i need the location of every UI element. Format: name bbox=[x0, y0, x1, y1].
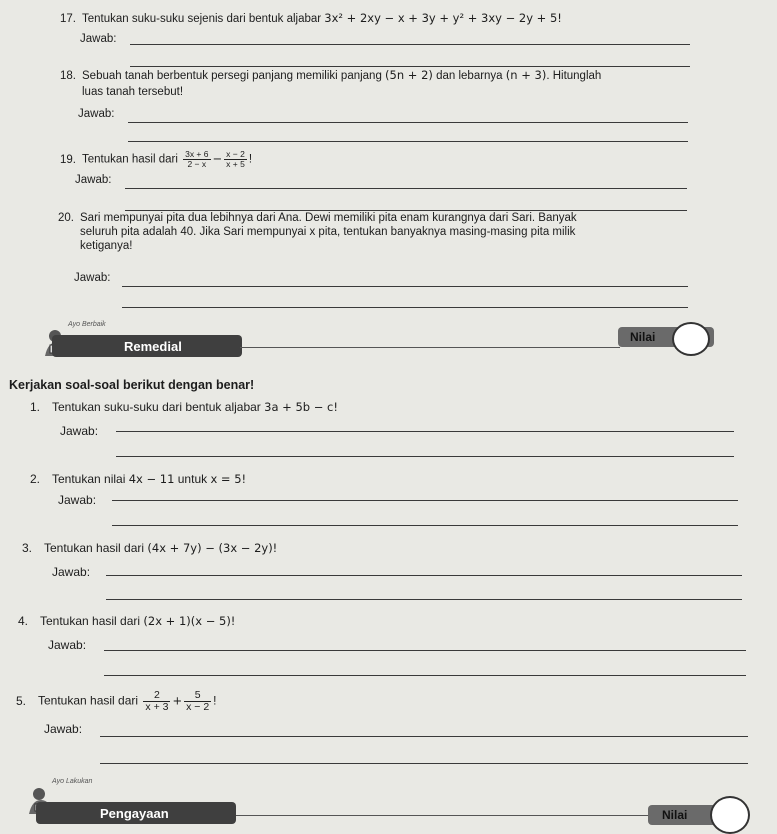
question-number: 3. bbox=[22, 541, 33, 555]
answer-line[interactable] bbox=[112, 500, 738, 501]
section-divider bbox=[240, 347, 620, 348]
fraction bbox=[143, 690, 170, 713]
answer-line[interactable] bbox=[100, 736, 748, 737]
answer-label: Jawab: bbox=[60, 424, 99, 438]
question-20 bbox=[58, 211, 577, 225]
question-expression: (n + 3) bbox=[505, 68, 547, 82]
question-19 bbox=[60, 150, 252, 169]
question-number: 20. bbox=[58, 212, 74, 224]
question-text: Tentukan hasil dari bbox=[40, 614, 144, 628]
question-text: Tentukan hasil dari bbox=[82, 153, 182, 166]
question-number: 1. bbox=[30, 400, 41, 414]
question-expression: 3a + 5b − c! bbox=[264, 400, 338, 414]
question-expression: (5n + 2) bbox=[385, 68, 433, 82]
question-18-line2: luas tanah tersebut! bbox=[82, 86, 184, 98]
banner-tag: Ayo Lakukan bbox=[52, 778, 93, 785]
pengayaan-banner bbox=[36, 802, 236, 824]
answer-line[interactable] bbox=[106, 575, 742, 576]
nilai-label: Nilai bbox=[630, 330, 656, 344]
answer-line[interactable] bbox=[100, 763, 748, 764]
nilai-label: Nilai bbox=[662, 808, 688, 822]
answer-line[interactable] bbox=[122, 307, 688, 308]
question-text: ! bbox=[213, 693, 217, 708]
question-text: untuk bbox=[174, 472, 211, 486]
question-number: 18. bbox=[60, 70, 76, 82]
operator: − bbox=[212, 151, 223, 166]
answer-line[interactable] bbox=[128, 141, 688, 142]
answer-line[interactable] bbox=[116, 431, 734, 432]
score-circle[interactable] bbox=[710, 796, 750, 834]
instruction-heading: Kerjakan soal-soal berikut dengan benar! bbox=[9, 378, 255, 392]
question-text: Sari mempunyai pita dua lebihnya dari Ana. Dewi memiliki pita enam kurangnya dari Sari. Banyak bbox=[80, 212, 577, 224]
answer-line[interactable] bbox=[130, 66, 690, 67]
question-number: 19. bbox=[60, 153, 76, 166]
remedial-question-4 bbox=[18, 614, 235, 628]
answer-label: Jawab: bbox=[80, 33, 117, 45]
question-expression: 4x − 11 bbox=[128, 472, 175, 486]
remedial-question-3 bbox=[22, 541, 277, 555]
question-text: Tentukan hasil dari bbox=[38, 693, 142, 708]
question-text: . Hitunglah bbox=[546, 70, 602, 82]
question-18 bbox=[60, 68, 601, 83]
answer-label: Jawab: bbox=[52, 565, 91, 579]
question-20-line3: ketiganya! bbox=[80, 240, 133, 252]
answer-label: Jawab: bbox=[75, 174, 112, 186]
fraction-denominator: x + 3 bbox=[145, 701, 169, 713]
fraction-numerator: 5 bbox=[184, 690, 211, 702]
fraction-numerator: x − 2 bbox=[226, 149, 245, 159]
answer-line[interactable] bbox=[128, 122, 688, 123]
fraction-numerator: 3x + 6 bbox=[185, 149, 209, 159]
answer-line[interactable] bbox=[122, 286, 688, 287]
question-number: 4. bbox=[18, 614, 29, 628]
question-text: Tentukan suku-suku sejenis dari bentuk aljabar bbox=[82, 13, 325, 25]
pengayaan-title: Pengayaan bbox=[100, 806, 169, 821]
fraction-denominator: 2 − x bbox=[187, 159, 207, 169]
question-text: Tentukan hasil dari bbox=[44, 541, 148, 555]
question-expression: 3x² + 2xy − x + 3y + y² + 3xy − 2y + 5! bbox=[324, 11, 562, 25]
question-number: 5. bbox=[16, 693, 27, 708]
answer-line[interactable] bbox=[106, 599, 742, 600]
fraction-denominator: x + 5 bbox=[226, 159, 245, 169]
operator: + bbox=[172, 693, 183, 708]
answer-label: Jawab: bbox=[78, 108, 115, 120]
question-number: 17. bbox=[60, 13, 76, 25]
question-text: ! bbox=[248, 153, 253, 166]
question-text: dan lebarnya bbox=[432, 70, 506, 82]
answer-label: Jawab: bbox=[48, 638, 87, 652]
question-text: Tentukan nilai bbox=[52, 472, 129, 486]
question-20-line2: seluruh pita adalah 40. Jika Sari mempunyai x pita, tentukan banyaknya masing-masing pita milik bbox=[80, 226, 576, 238]
remedial-question-2 bbox=[30, 472, 246, 486]
banner-tag: Ayo Berbaik bbox=[68, 321, 106, 328]
answer-label: Jawab: bbox=[44, 722, 83, 736]
answer-line[interactable] bbox=[104, 650, 746, 651]
answer-line[interactable] bbox=[116, 456, 734, 457]
question-expression: x = 5! bbox=[210, 472, 247, 486]
answer-line[interactable] bbox=[125, 188, 687, 189]
fraction-denominator: x − 2 bbox=[186, 701, 210, 713]
question-expression: (2x + 1)(x − 5)! bbox=[143, 614, 236, 628]
question-text: Sebuah tanah berbentuk persegi panjang memiliki panjang bbox=[82, 70, 386, 82]
fraction-numerator: 2 bbox=[143, 690, 170, 702]
question-number: 2. bbox=[30, 472, 41, 486]
section-divider bbox=[236, 815, 648, 816]
remedial-question-1 bbox=[30, 400, 338, 414]
question-17 bbox=[60, 11, 562, 26]
answer-label: Jawab: bbox=[74, 272, 111, 284]
fraction bbox=[183, 150, 210, 169]
remedial-title: Remedial bbox=[124, 339, 182, 354]
answer-line[interactable] bbox=[130, 44, 690, 45]
answer-line[interactable] bbox=[104, 675, 746, 676]
fraction bbox=[224, 150, 247, 169]
remedial-banner bbox=[52, 335, 242, 357]
question-expression: (4x + 7y) − (3x − 2y)! bbox=[147, 541, 278, 555]
remedial-question-5 bbox=[16, 690, 217, 713]
fraction bbox=[184, 690, 211, 713]
score-circle[interactable] bbox=[672, 322, 710, 356]
answer-label: Jawab: bbox=[58, 493, 97, 507]
answer-line[interactable] bbox=[112, 525, 738, 526]
question-text: Tentukan suku-suku dari bentuk aljabar bbox=[52, 400, 265, 414]
